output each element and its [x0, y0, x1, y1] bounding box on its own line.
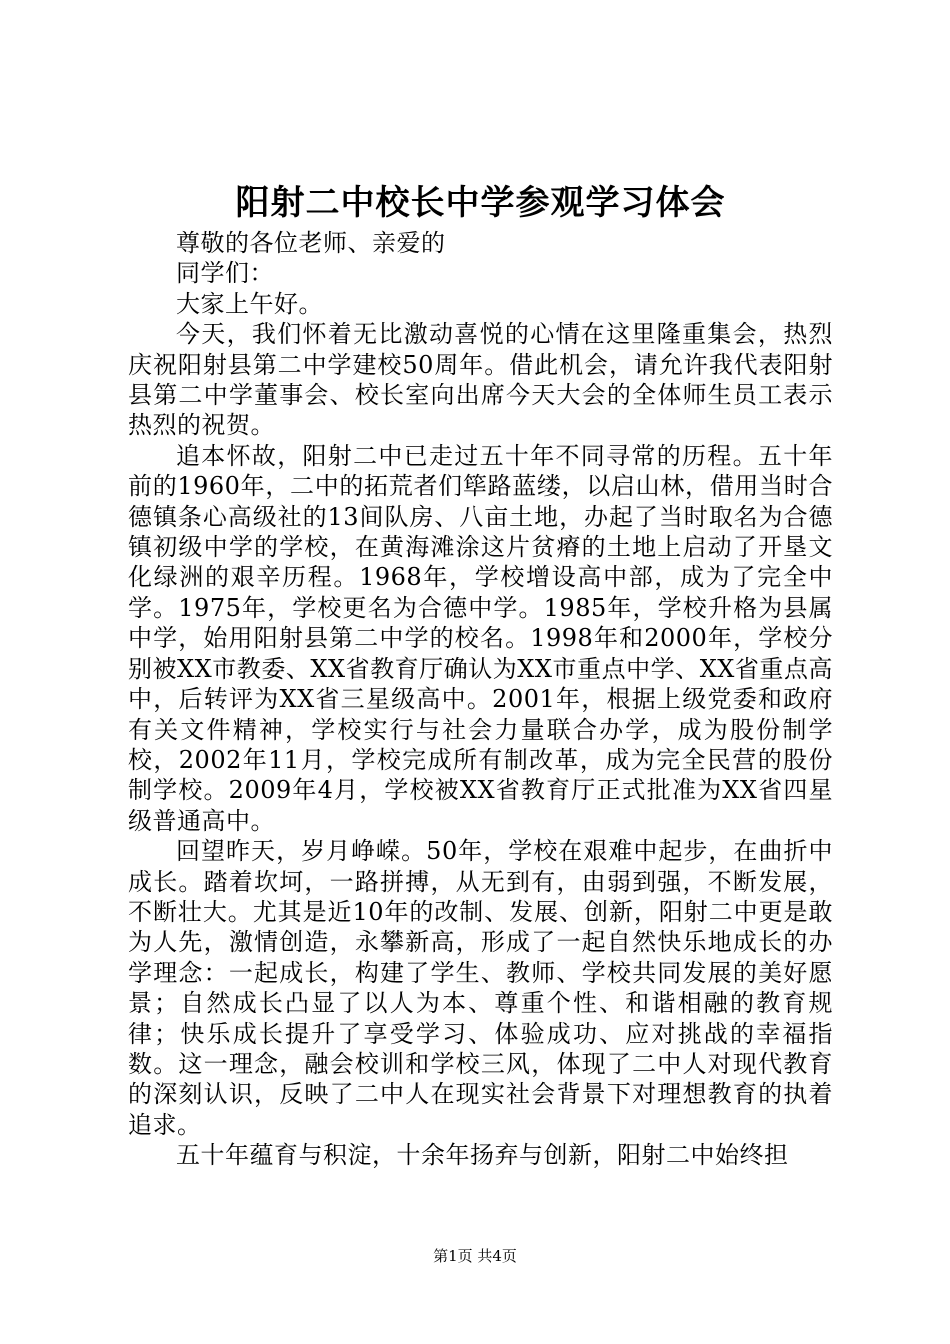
- paragraph: 尊敬的各位老师、亲爱的: [176, 229, 446, 257]
- paragraph: 大家上午好。: [176, 289, 323, 318]
- paragraph: 追本怀故，阳射二中已走过五十年不同寻常的历程。五十年前的1960年，二中的拓荒者们筚路蓝缕，以启山林，借用当时合德镇条心高级社的13间队房、八亩土地，办起了当时取名为合德镇初级中学的学校，在黄海滩涂这片贫瘠的土地上启动了开垦文化绿洲的艰辛历程。1968年，学校增设高中部，成为了完全中学。1975年，学校更名为合德中学。1985年，学校升格为县属中学，始用阳射县第二中学的校名。1998年和2000年，学校分别被XX市教委、XX省教育厅确认为XX市重点中学、XX省重点高中，后转评为XX省三星级高中。2001年，根据上级党委和政府有关文件精神，学校实行与社会力量联合办学，成为股份制学校，2002年11月，学校完成所有制改革，成为完全民营的股份制学校。2009年4月，学校被XX省教育厅正式批准为XX省四星级普通高中。: [128, 441, 833, 835]
- document-body: [128, 228, 833, 1171]
- paragraph: 今天，我们怀着无比激动喜悦的心情在这里隆重集会，热烈庆祝阳射县第二中学建校50周年。借此机会，请允许我代表阳射县第二中学董事会、校长室向出席今天大会的全体师生员工表示热烈的祝贺。: [128, 320, 833, 440]
- document-page: [128, 178, 833, 1171]
- page-footer: 第1页 共4页: [433, 1247, 517, 1265]
- paragraph: 回望昨天，岁月峥嵘。50年，学校在艰难中起步，在曲折中成长。踏着坎坷，一路拼搏，从无到有，由弱到强，不断发展，不断壮大。尤其是近10年的改制、发展、创新，阳射二中更是敢为人先，激情创造，永攀新高，形成了一起自然快乐地成长的办学理念：一起成长，构建了学生、教师、学校共同发展的美好愿景；自然成长凸显了以人为本、尊重个性、和谐相融的教育规律；快乐成长提升了享受学习、体验成功、应对挑战的幸福指数。这一理念，融会校训和学校三风，体现了二中人对现代教育的深刻认识，反映了二中人在现实社会背景下对理想教育的执着追求。: [128, 837, 833, 1139]
- paragraph: 五十年蕴育与积淀，十余年扬弃与创新，阳射二中始终担: [176, 1141, 789, 1170]
- paragraph: 同学们：: [176, 259, 274, 288]
- document-title: 阳射二中校长中学参观学习体会: [235, 183, 726, 223]
